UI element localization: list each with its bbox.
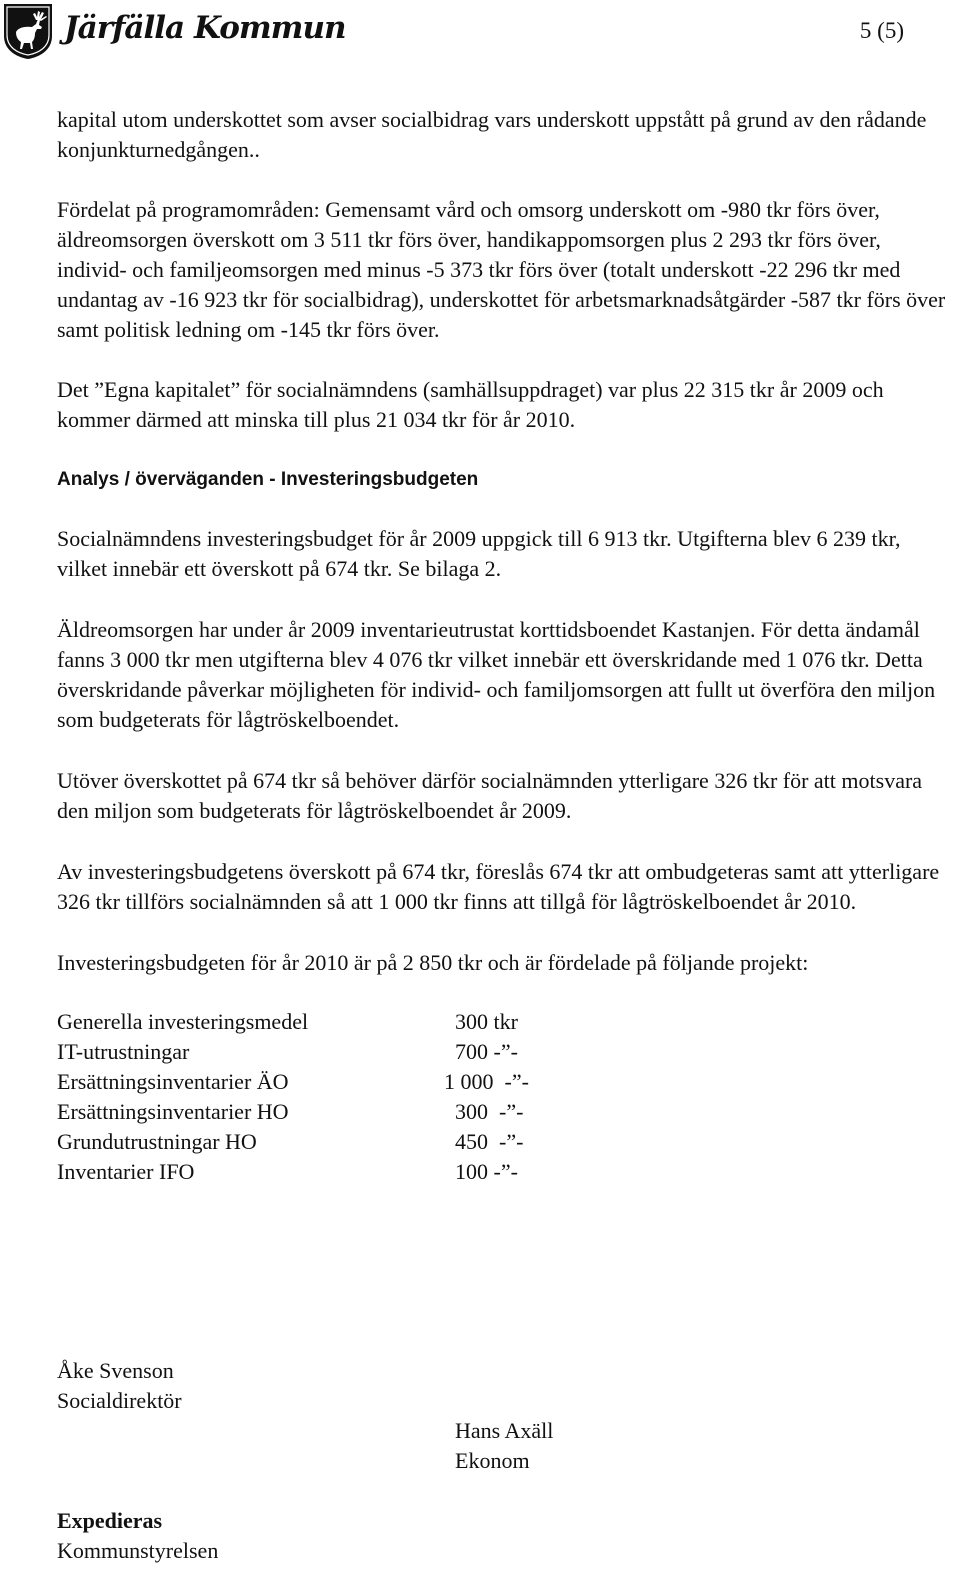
municipality-logo-text: Järfälla Kommun (64, 10, 346, 46)
project-table (57, 1007, 529, 1187)
table-row (57, 1097, 529, 1127)
signature-left (57, 1356, 182, 1416)
paragraph-program-areas: Fördelat på programområden: Gemensamt vård och omsorg underskott om -980 tkr förs över, äldreomsorgen överskott om 3 511 tkr förs över, handikappomsorgen plus 2 293 tkr förs över, individ- och familjeomsorgen med minus -5 373 tkr förs över (totalt underskott -22 296 tkr med undantag av -16 923 tkr för socialbidrag), underskottet för arbetsmarknadsåtgärder -587 tkr förs över samt politisk ledning om -145 tkr förs över. (57, 197, 946, 342)
page-number: 5 (5) (859, 18, 904, 43)
project-name: Generella investeringsmedel (57, 1009, 309, 1034)
signer-name: Åke Svenson (57, 1358, 174, 1383)
document-body (57, 105, 947, 1187)
paragraph-carryover: kapital utom underskottet som avser socialbidrag vars underskott uppstått på grund av den rådande konjunkturnedgången.. (57, 107, 927, 162)
signature-right (455, 1416, 553, 1476)
project-amount: 700 -”- (444, 1039, 518, 1064)
paragraph-additional-need: Utöver överskottet på 674 tkr så behöver därför socialnämnden ytterligare 326 tkr för att motsvara den miljon som budgeterats för lågtröskelboendet år 2009. (57, 768, 923, 823)
table-row (57, 1037, 529, 1067)
paragraph-rebudget: Av investeringsbudgetens överskott på 674 tkr, föreslås 674 tkr att ombudgeteras samt att ytterligare 326 tkr tillförs socialnämnden så att 1 000 tkr finns att tillgå för lågtröskelboendet år 2010. (57, 859, 940, 914)
distribution-recipient: Kommunstyrelsen (57, 1538, 219, 1563)
project-amount: 300 tkr (444, 1009, 518, 1034)
table-row (57, 1157, 529, 1187)
section-heading: Analys / överväganden - Investeringsbudgeten (57, 469, 479, 490)
project-name: Grundutrustningar HO (57, 1129, 257, 1154)
project-name: Inventarier IFO (57, 1159, 195, 1184)
signer-name: Hans Axäll (455, 1418, 554, 1443)
municipal-crest-icon (2, 2, 54, 60)
project-amount: 1 000 -”- (444, 1069, 529, 1094)
distribution-label: Expedieras (57, 1508, 163, 1533)
paragraph-investment-budget-2010: Investeringsbudgeten för år 2010 är på 2 850 tkr och är fördelade på följande projekt: (57, 950, 809, 975)
paragraph-elderly-care: Äldreomsorgen har under år 2009 inventarieutrustat korttidsboendet Kastanjen. För detta ändamål fanns 3 000 tkr men utgifterna blev 4 076 tkr vilket innebär ett överskridande med 1 076 tkr. Detta överskridande påverkar möjligheten för individ- och familjomsorgen att fullt ut överföra den miljon som budgeterats för lågtröskelboendet. (57, 617, 936, 732)
table-row (57, 1007, 529, 1037)
distribution-block (57, 1506, 218, 1566)
table-row (57, 1127, 529, 1157)
project-amount: 450 -”- (444, 1129, 524, 1154)
project-amount: 100 -”- (444, 1159, 518, 1184)
table-row (57, 1067, 529, 1097)
project-name: Ersättningsinventarier HO (57, 1099, 289, 1124)
signer-title: Ekonom (455, 1448, 530, 1473)
project-name: Ersättningsinventarier ÄO (57, 1069, 289, 1094)
signer-title: Socialdirektör (57, 1388, 182, 1413)
page-header (0, 0, 960, 70)
paragraph-equity: Det ”Egna kapitalet” för socialnämndens (samhällsuppdraget) var plus 22 315 tkr år 2009 och kommer därmed att minska till plus 21 034 tkr för år 2010. (57, 377, 884, 432)
project-amount: 300 -”- (444, 1099, 524, 1124)
project-name: IT-utrustningar (57, 1039, 190, 1064)
paragraph-investment-budget-2009: Socialnämndens investeringsbudget för år 2009 uppgick till 6 913 tkr. Utgifterna blev 6 239 tkr, vilket innebär ett överskott på 674 tkr. Se bilaga 2. (57, 526, 901, 581)
